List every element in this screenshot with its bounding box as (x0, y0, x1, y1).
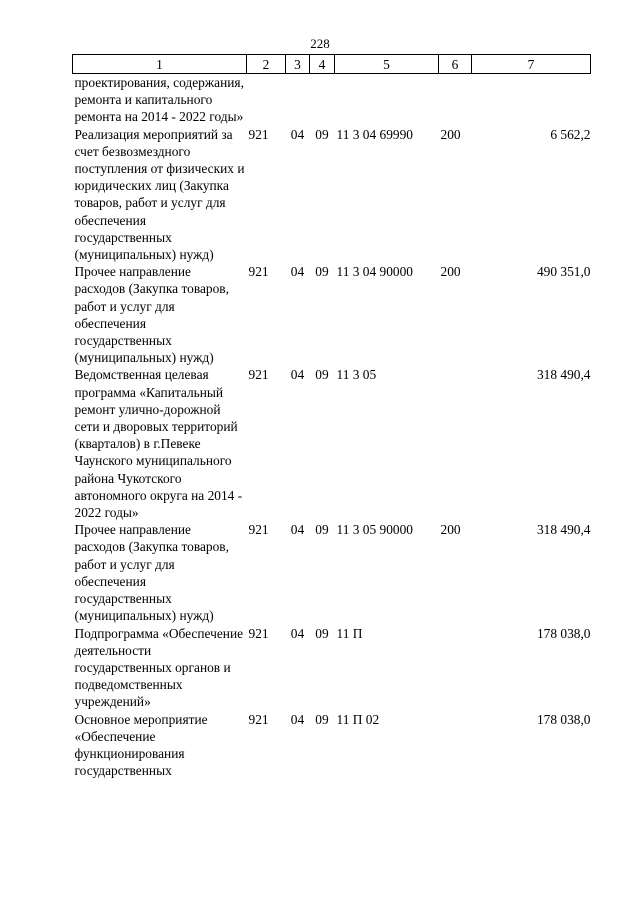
row-subsection: 09 (315, 126, 329, 142)
row-name: Ведомственная целевая программа «Капитальный ремонт улично-дорожной сети и дворовых территорий (кварталов) в г.Певеке Чаунского муниципального района Чукотского автономного округа на 2014 - 2022 годы» (74, 367, 243, 521)
row-name: Прочее направление расходов (Закупка товаров, работ и услуг для обеспечения государственных (муниципальных) нужд) (74, 264, 229, 366)
row-ministry: 921 (248, 264, 269, 280)
header-col-1: 1 (73, 55, 247, 74)
row-section (286, 74, 310, 126)
row-subsection: 09 (315, 264, 329, 280)
row-amount: 178 038,0 (536, 711, 591, 727)
row-expense-type (439, 74, 472, 126)
row-subsection: 09 (315, 367, 329, 383)
header-col-6: 6 (439, 55, 472, 74)
header-col-3: 3 (286, 55, 310, 74)
row-subsection: 09 (315, 625, 329, 641)
header-col-7: 7 (472, 55, 591, 74)
header-col-5: 5 (335, 55, 439, 74)
row-target-article: 11 П (336, 625, 363, 641)
row-target-article: 11 П 02 (336, 711, 380, 727)
table-row (73, 366, 591, 521)
table-row (73, 74, 591, 126)
row-amount: 318 490,4 (536, 367, 591, 383)
page-number: 228 (310, 36, 330, 51)
budget-table (72, 54, 591, 779)
row-subsection (310, 74, 335, 126)
row-ministry: 921 (248, 711, 269, 727)
row-amount: 490 351,0 (536, 264, 591, 280)
table-row (73, 263, 591, 366)
row-target-article: 11 3 05 90000 (336, 522, 413, 538)
row-target-article (335, 74, 439, 126)
row-subsection: 09 (315, 522, 329, 538)
table-row (73, 625, 591, 711)
row-section: 04 (290, 625, 305, 641)
row-target-article: 11 3 04 69990 (336, 126, 413, 142)
row-ministry (247, 74, 286, 126)
row-amount (472, 74, 591, 126)
row-name: Подпрограмма «Обеспечение деятельности государственных органов и подведомственных учреждений» (74, 625, 244, 710)
row-expense-type (439, 711, 472, 780)
table-row (73, 521, 591, 624)
row-ministry: 921 (248, 367, 269, 383)
row-ministry: 921 (248, 625, 269, 641)
row-target-article: 11 3 04 90000 (336, 264, 413, 280)
row-ministry: 921 (248, 126, 269, 142)
row-amount: 178 038,0 (536, 625, 591, 641)
table-header (73, 55, 591, 74)
row-amount: 318 490,4 (536, 522, 591, 538)
row-expense-type (439, 366, 472, 521)
header-row (73, 55, 591, 74)
table-body (73, 74, 591, 780)
row-section: 04 (290, 522, 305, 538)
row-section: 04 (290, 126, 305, 142)
row-expense-type: 200 (440, 522, 461, 538)
row-name: Реализация мероприятий за счет безвозмездного поступления от физических и юридических лиц (Закупка товаров, работ и услуг для обеспечения государственных (муниципальных) нужд) (74, 126, 245, 263)
row-expense-type: 200 (440, 264, 461, 280)
row-expense-type (439, 625, 472, 711)
row-expense-type: 200 (440, 126, 461, 142)
row-ministry: 921 (248, 522, 269, 538)
row-amount: 6 562,2 (550, 126, 591, 142)
header-col-4: 4 (310, 55, 335, 74)
row-target-article: 11 3 05 (336, 367, 377, 383)
row-subsection: 09 (315, 711, 329, 727)
row-name: проектирования, содержания, ремонта и капитального ремонта на 2014 - 2022 годы» (74, 75, 244, 125)
row-section: 04 (290, 264, 305, 280)
row-name: Прочее направление расходов (Закупка товаров, работ и услуг для обеспечения государственных (муниципальных) нужд) (74, 522, 229, 624)
table-row (73, 711, 591, 780)
row-section: 04 (290, 367, 305, 383)
row-name: Основное мероприятие «Обеспечение функционирования государственных (74, 711, 208, 779)
header-col-2: 2 (247, 55, 286, 74)
row-section: 04 (290, 711, 305, 727)
table-row (73, 126, 591, 264)
